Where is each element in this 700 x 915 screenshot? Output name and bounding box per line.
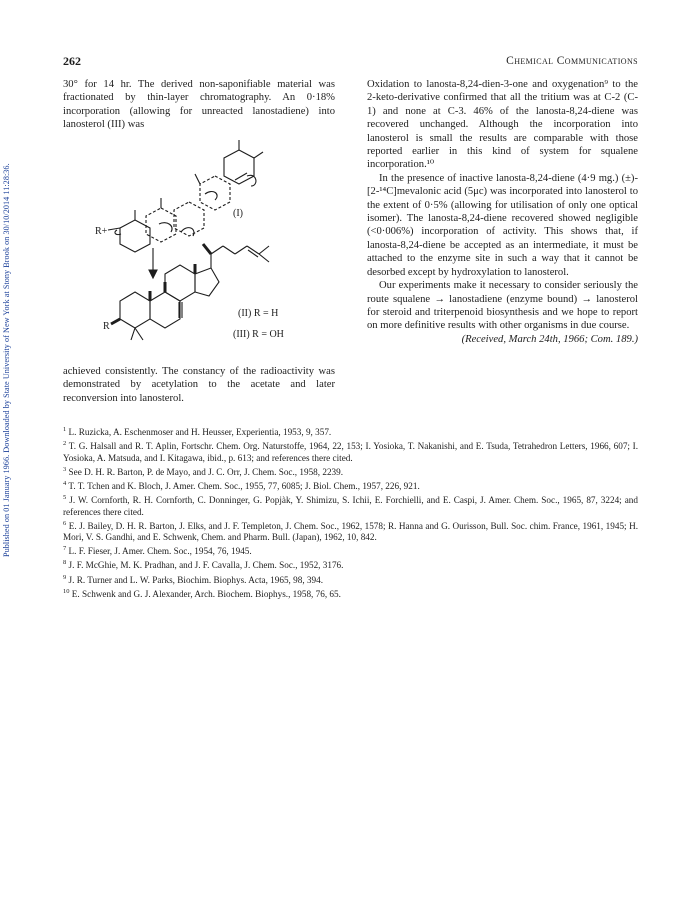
publication-sidebar-note: Published on 01 January 1966. Downloaded by State University of New York at Stony Brook on 30/10/2014 11:28:36. xyxy=(2,163,11,557)
squalene-cation-structure xyxy=(108,140,263,252)
reference-item: $^1$ L. Ruzicka, A. Eschenmoser and H. Heusser, Experientia, 1953, 9, 357. xyxy=(63,426,332,438)
paragraph-oxidation: Oxidation to lanosta-8,24-dien-3-one and oxygenation⁹ to the 2-keto-derivative confirmed that all the tritium was at C-2 (C-1) and none at C-3. 46% of the lanosta-8,24-diene was recovered unchanged. Although the incorporation into lanosterol is small the results are comparable with those reported earlier in this kind of system for squalene incorporation.¹⁰ xyxy=(367,79,638,171)
chemical-structures-figure xyxy=(63,136,335,361)
reference-item: $^4$ T. T. Tchen and K. Bloch, J. Amer. Chem. Soc., 1955, 77, 6085; J. Biol. Chem., 1957, 226, 921. xyxy=(63,480,420,492)
paragraph-achieved: achieved consistently. The constancy of the radioactivity was demonstrated by acetylation to the acetate and later reconversion into lanosterol. xyxy=(63,366,335,404)
paragraph-experiments: Our experiments make it necessary to consider seriously the route squalene → lanostadiene (enzyme bound) → lanosterol for steroid and triterpenoid biosynthesis and we hope to report on more definitive results with other organisms in due course. xyxy=(367,280,638,332)
reference-item: $^7$ L. F. Fieser, J. Amer. Chem. Soc., 1954, 76, 1945. xyxy=(63,545,252,557)
right-column xyxy=(367,78,638,346)
paragraph-continued: 30° for 14 hr. The derived non-saponifiable material was fractionated by thin-layer chromatography. An 0·18% incorporation (allowing for unreacted lanostadiene) into lanosterol (III) was xyxy=(63,79,335,131)
left-column-bottom xyxy=(63,365,335,405)
left-column-top xyxy=(63,78,335,132)
paragraph-presence: In the presence of inactive lanosta-8,24-diene (4·9 mg.) (±)-[2-¹⁴C]mevalonic acid (5μc) was incorporated into lanosterol to the extent of 0·5% (allowing for utilisation of only one optical isomer). The lanosta-8,24-diene recovered showed negligible (<0·006%) incorporation of activity. This shows that, if lanosta-8,24-diene be accepted as an intermediate, it must be attached to the enzyme site in such a way that it cannot be desorbed except by hydroxylation to lanosterol. xyxy=(367,172,638,278)
reference-item: $^9$ J. R. Turner and L. W. Parks, Biochim. Biophys. Acta, 1965, 98, 394. xyxy=(63,573,323,585)
compound-label-iii: (III) R = OH xyxy=(233,329,284,340)
reference-item: $^6$ E. J. Bailey, D. H. R. Barton, J. Elks, and J. F. Templeton, J. Chem. Soc., 1962, 1578; R. Hanna and G. Ourisson, Bull. Soc. chim. France, 1961, 1945; H. Mori, V. S. Gandhi, and E. Schwenk, Chem. and Pharm. Bull. (Japan), 1962, 10, 842. xyxy=(63,519,639,542)
compound-label-i: (I) xyxy=(233,208,243,219)
reference-item: $^8$ J. F. McGhie, M. K. Pradhan, and J. F. Cavalla, J. Chem. Soc., 1952, 3176. xyxy=(63,559,344,571)
reference-item: $^{10}$ E. Schwenk and G. J. Alexander, Arch. Biochem. Biophys., 1958, 76, 65. xyxy=(63,588,341,600)
reference-item: $^5$ J. W. Cornforth, R. H. Cornforth, C. Donninger, G. Popjàk, Y. Shimizu, S. Ichii, E. Forchielli, and E. Caspi, J. Amer. Chem. Soc., 1965, 87, 3224; and references there cited. xyxy=(63,494,638,517)
lanostane-structure xyxy=(111,244,269,340)
journal-title: Chemical Communications xyxy=(506,55,638,67)
page-number: 262 xyxy=(63,54,81,68)
r-label: R xyxy=(103,321,110,332)
r-plus-label: R+ xyxy=(95,226,108,237)
compound-label-ii: (II) R = H xyxy=(238,308,279,319)
received-date: (Received, March 24th, 1966; Com. 189.) xyxy=(461,333,638,345)
reference-item: $^3$ See D. H. R. Barton, P. de Mayo, and J. C. Orr, J. Chem. Soc., 1958, 2239. xyxy=(63,465,344,477)
references-list xyxy=(63,424,638,600)
reference-item: $^2$ T. G. Halsall and R. T. Aplin, Fortschr. Chem. Org. Naturstoffe, 1964, 22, 153; I. Yosioka, T. Nakanishi, and E. Tsuda, Tetrahedron Letters, 1966, 607; I. Yosioka, A. Matsuda, and I. Kitagawa, ibid., p. 613; and references there cited. xyxy=(63,440,639,463)
